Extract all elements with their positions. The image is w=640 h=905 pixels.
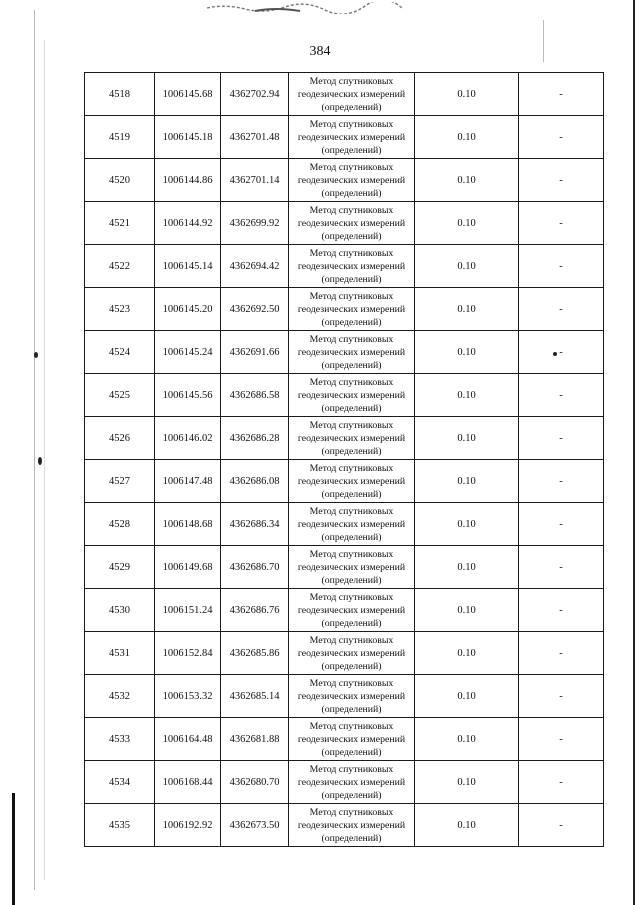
method-line-2: геодезических измерений xyxy=(297,174,406,186)
method-line-1: Метод спутниковых xyxy=(309,677,394,689)
table-row xyxy=(85,374,604,417)
method-line-1: Метод спутниковых xyxy=(309,333,394,345)
x-coordinate-cell: 1006146.02 xyxy=(155,417,221,460)
note-cell: - xyxy=(519,632,604,675)
table-row xyxy=(85,288,604,331)
note-cell: - xyxy=(519,546,604,589)
y-coordinate-cell: 4362701.14 xyxy=(221,159,289,202)
point-number-cell: 4518 xyxy=(85,73,155,116)
method-line-2: геодезических измерений xyxy=(297,432,406,444)
method-line-1: Метод спутниковых xyxy=(309,763,394,775)
note-cell: - xyxy=(519,718,604,761)
method-line-2: геодезических измерений xyxy=(297,260,406,272)
method-cell xyxy=(289,331,415,374)
accuracy-cell: 0.10 xyxy=(415,589,519,632)
method-cell xyxy=(289,288,415,331)
note-cell: - xyxy=(519,460,604,503)
point-number-cell: 4527 xyxy=(85,460,155,503)
method-line-1: Метод спутниковых xyxy=(309,806,394,818)
method-cell xyxy=(289,374,415,417)
method-cell xyxy=(289,460,415,503)
point-number-cell: 4529 xyxy=(85,546,155,589)
method-cell xyxy=(289,73,415,116)
method-line-1: Метод спутниковых xyxy=(309,548,394,560)
y-coordinate-cell: 4362686.08 xyxy=(221,460,289,503)
point-number-cell: 4520 xyxy=(85,159,155,202)
accuracy-cell: 0.10 xyxy=(415,804,519,847)
method-cell xyxy=(289,202,415,245)
x-coordinate-cell: 1006168.44 xyxy=(155,761,221,804)
coordinates-table-body xyxy=(85,73,604,847)
coordinates-table xyxy=(84,72,604,847)
method-cell xyxy=(289,589,415,632)
point-number-cell: 4533 xyxy=(85,718,155,761)
note-cell: - xyxy=(519,374,604,417)
point-number-cell: 4530 xyxy=(85,589,155,632)
accuracy-cell: 0.10 xyxy=(415,202,519,245)
y-coordinate-cell: 4362686.28 xyxy=(221,417,289,460)
method-line-1: Метод спутниковых xyxy=(309,376,394,388)
point-number-cell: 4528 xyxy=(85,503,155,546)
method-line-2: геодезических измерений xyxy=(297,389,406,401)
x-coordinate-cell: 1006164.48 xyxy=(155,718,221,761)
method-cell xyxy=(289,761,415,804)
method-line-2: геодезических измерений xyxy=(297,604,406,616)
table-row xyxy=(85,503,604,546)
method-line-2: геодезических измерений xyxy=(297,346,406,358)
point-number-cell: 4534 xyxy=(85,761,155,804)
method-line-1: Метод спутниковых xyxy=(309,247,394,259)
point-number-cell: 4531 xyxy=(85,632,155,675)
accuracy-cell: 0.10 xyxy=(415,632,519,675)
point-number-cell: 4519 xyxy=(85,116,155,159)
y-coordinate-cell: 4362686.34 xyxy=(221,503,289,546)
x-coordinate-cell: 1006145.24 xyxy=(155,331,221,374)
method-line-1: Метод спутниковых xyxy=(309,419,394,431)
method-line-2: геодезических измерений xyxy=(297,475,406,487)
accuracy-cell: 0.10 xyxy=(415,460,519,503)
note-cell: - xyxy=(519,159,604,202)
method-line-2: геодезических измерений xyxy=(297,733,406,745)
method-line-2: геодезических измерений xyxy=(297,561,406,573)
accuracy-cell: 0.10 xyxy=(415,116,519,159)
method-cell xyxy=(289,804,415,847)
method-cell xyxy=(289,417,415,460)
table-row xyxy=(85,331,604,374)
x-coordinate-cell: 1006145.68 xyxy=(155,73,221,116)
point-number-cell: 4526 xyxy=(85,417,155,460)
y-coordinate-cell: 4362686.70 xyxy=(221,546,289,589)
accuracy-cell: 0.10 xyxy=(415,374,519,417)
method-line-1: Метод спутниковых xyxy=(309,462,394,474)
method-line-1: Метод спутниковых xyxy=(309,505,394,517)
method-line-3: (определений) xyxy=(321,617,382,629)
note-cell: - xyxy=(519,503,604,546)
method-line-1: Метод спутниковых xyxy=(309,591,394,603)
table-row xyxy=(85,761,604,804)
note-cell: - xyxy=(519,761,604,804)
method-cell xyxy=(289,503,415,546)
y-coordinate-cell: 4362692.50 xyxy=(221,288,289,331)
method-line-3: (определений) xyxy=(321,445,382,457)
note-cell: - xyxy=(519,804,604,847)
x-coordinate-cell: 1006144.86 xyxy=(155,159,221,202)
accuracy-cell: 0.10 xyxy=(415,718,519,761)
accuracy-cell: 0.10 xyxy=(415,159,519,202)
method-line-2: геодезических измерений xyxy=(297,88,406,100)
accuracy-cell: 0.10 xyxy=(415,503,519,546)
method-line-2: геодезических измерений xyxy=(297,776,406,788)
y-coordinate-cell: 4362680.70 xyxy=(221,761,289,804)
method-line-3: (определений) xyxy=(321,187,382,199)
method-cell xyxy=(289,159,415,202)
method-line-2: геодезических измерений xyxy=(297,647,406,659)
method-cell xyxy=(289,546,415,589)
point-number-cell: 4522 xyxy=(85,245,155,288)
x-coordinate-cell: 1006151.24 xyxy=(155,589,221,632)
note-cell: - xyxy=(519,417,604,460)
table-row xyxy=(85,675,604,718)
y-coordinate-cell: 4362685.14 xyxy=(221,675,289,718)
scan-left-margin-line xyxy=(34,10,35,890)
accuracy-cell: 0.10 xyxy=(415,245,519,288)
method-line-2: геодезических измерений xyxy=(297,303,406,315)
table-row xyxy=(85,632,604,675)
method-line-1: Метод спутниковых xyxy=(309,118,394,130)
x-coordinate-cell: 1006149.68 xyxy=(155,546,221,589)
note-cell: - xyxy=(519,245,604,288)
method-line-1: Метод спутниковых xyxy=(309,720,394,732)
method-cell xyxy=(289,245,415,288)
scan-speck xyxy=(38,457,42,465)
method-line-1: Метод спутниковых xyxy=(309,634,394,646)
table-row xyxy=(85,718,604,761)
note-cell: - xyxy=(519,116,604,159)
x-coordinate-cell: 1006148.68 xyxy=(155,503,221,546)
method-line-2: геодезических измерений xyxy=(297,131,406,143)
method-line-1: Метод спутниковых xyxy=(309,204,394,216)
point-number-cell: 4524 xyxy=(85,331,155,374)
x-coordinate-cell: 1006153.32 xyxy=(155,675,221,718)
accuracy-cell: 0.10 xyxy=(415,417,519,460)
scan-left-edge-bar xyxy=(12,793,15,905)
method-line-2: геодезических измерений xyxy=(297,217,406,229)
accuracy-cell: 0.10 xyxy=(415,73,519,116)
scan-top-smudge xyxy=(205,2,405,14)
method-line-2: геодезических измерений xyxy=(297,819,406,831)
method-line-3: (определений) xyxy=(321,574,382,586)
table-row xyxy=(85,546,604,589)
method-line-1: Метод спутниковых xyxy=(309,290,394,302)
method-line-3: (определений) xyxy=(321,746,382,758)
accuracy-cell: 0.10 xyxy=(415,761,519,804)
y-coordinate-cell: 4362673.50 xyxy=(221,804,289,847)
note-cell: - xyxy=(519,202,604,245)
method-line-3: (определений) xyxy=(321,273,382,285)
method-line-3: (определений) xyxy=(321,101,382,113)
method-line-3: (определений) xyxy=(321,832,382,844)
table-row xyxy=(85,417,604,460)
table-row xyxy=(85,589,604,632)
method-line-1: Метод спутниковых xyxy=(309,161,394,173)
method-cell xyxy=(289,675,415,718)
note-cell: - xyxy=(519,73,604,116)
table-row xyxy=(85,202,604,245)
x-coordinate-cell: 1006144.92 xyxy=(155,202,221,245)
method-line-2: геодезических измерений xyxy=(297,518,406,530)
method-cell xyxy=(289,116,415,159)
x-coordinate-cell: 1006145.20 xyxy=(155,288,221,331)
table-row xyxy=(85,73,604,116)
x-coordinate-cell: 1006145.14 xyxy=(155,245,221,288)
method-line-3: (определений) xyxy=(321,488,382,500)
table-row xyxy=(85,116,604,159)
accuracy-cell: 0.10 xyxy=(415,288,519,331)
table-row xyxy=(85,804,604,847)
x-coordinate-cell: 1006145.56 xyxy=(155,374,221,417)
method-line-3: (определений) xyxy=(321,703,382,715)
x-coordinate-cell: 1006147.48 xyxy=(155,460,221,503)
y-coordinate-cell: 4362699.92 xyxy=(221,202,289,245)
table-row xyxy=(85,159,604,202)
method-line-3: (определений) xyxy=(321,531,382,543)
method-line-1: Метод спутниковых xyxy=(309,75,394,87)
method-line-3: (определений) xyxy=(321,789,382,801)
method-line-3: (определений) xyxy=(321,402,382,414)
y-coordinate-cell: 4362691.66 xyxy=(221,331,289,374)
point-number-cell: 4521 xyxy=(85,202,155,245)
table-row xyxy=(85,460,604,503)
y-coordinate-cell: 4362686.58 xyxy=(221,374,289,417)
x-coordinate-cell: 1006192.92 xyxy=(155,804,221,847)
point-number-cell: 4525 xyxy=(85,374,155,417)
y-coordinate-cell: 4362702.94 xyxy=(221,73,289,116)
method-cell xyxy=(289,632,415,675)
accuracy-cell: 0.10 xyxy=(415,331,519,374)
method-line-3: (определений) xyxy=(321,660,382,672)
x-coordinate-cell: 1006145.18 xyxy=(155,116,221,159)
scan-left-margin-line-faint xyxy=(44,40,45,880)
y-coordinate-cell: 4362686.76 xyxy=(221,589,289,632)
method-line-3: (определений) xyxy=(321,316,382,328)
table-row xyxy=(85,245,604,288)
method-line-3: (определений) xyxy=(321,144,382,156)
y-coordinate-cell: 4362694.42 xyxy=(221,245,289,288)
method-cell xyxy=(289,718,415,761)
scan-speck xyxy=(34,352,38,358)
method-line-2: геодезических измерений xyxy=(297,690,406,702)
note-cell: - xyxy=(519,675,604,718)
accuracy-cell: 0.10 xyxy=(415,546,519,589)
scan-right-edge-bar xyxy=(633,0,635,905)
y-coordinate-cell: 4362701.48 xyxy=(221,116,289,159)
point-number-cell: 4535 xyxy=(85,804,155,847)
note-cell: - xyxy=(519,331,604,374)
method-line-3: (определений) xyxy=(321,230,382,242)
note-cell: - xyxy=(519,288,604,331)
point-number-cell: 4532 xyxy=(85,675,155,718)
note-cell: - xyxy=(519,589,604,632)
point-number-cell: 4523 xyxy=(85,288,155,331)
y-coordinate-cell: 4362685.86 xyxy=(221,632,289,675)
x-coordinate-cell: 1006152.84 xyxy=(155,632,221,675)
y-coordinate-cell: 4362681.88 xyxy=(221,718,289,761)
page-number: 384 xyxy=(309,44,331,59)
method-line-3: (определений) xyxy=(321,359,382,371)
accuracy-cell: 0.10 xyxy=(415,675,519,718)
